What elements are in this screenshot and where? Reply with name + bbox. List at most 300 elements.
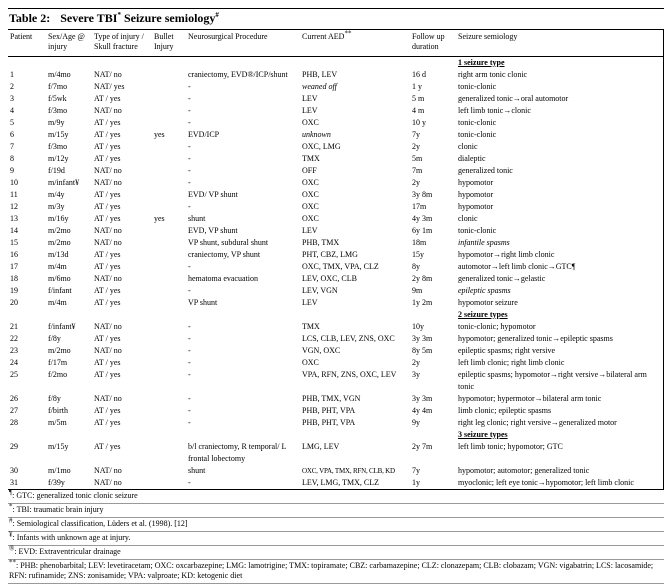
patient-number-cell: 26 — [10, 394, 18, 403]
table-row — [8, 129, 664, 141]
patient-number-cell: 15 — [10, 238, 18, 247]
follow-up-duration-cell: 3y 3m — [412, 334, 433, 343]
current-aed-cell: LEV — [302, 106, 318, 115]
sex-age-cell: m/2mo — [48, 226, 71, 235]
neurosurgical-procedure-cell: - — [188, 178, 191, 187]
neurosurgical-procedure-cell: craniectomy, VP shunt — [188, 250, 261, 259]
sex-age-cell: f/7mo — [48, 82, 68, 91]
patient-number-cell: 22 — [10, 334, 18, 343]
neurosurgical-procedure-cell: - — [188, 478, 191, 487]
seizure-semiology-cell: clonic — [458, 214, 478, 223]
seizure-semiology-cell: hypomotor; automotor; generalized tonic — [458, 466, 590, 475]
bullet-injury-cell — [152, 261, 186, 273]
section-header-row — [8, 57, 664, 70]
seizure-semiology-cell: hypomotor — [458, 202, 494, 211]
follow-up-duration-cell: 9y — [412, 418, 420, 427]
sex-age-cell: m/infant¥ — [48, 178, 80, 187]
bullet-injury-cell — [152, 153, 186, 165]
table-row — [8, 225, 664, 237]
seizure-semiology-cell: epileptic spasms — [458, 286, 511, 295]
footnote-marker: ¥ — [9, 530, 13, 539]
patient-number-cell: 16 — [10, 250, 18, 259]
bullet-injury-cell — [152, 93, 186, 105]
sex-age-cell: m/5m — [48, 418, 67, 427]
table-row — [8, 477, 664, 490]
seizure-semiology-cell: right arm tonic clonic — [458, 70, 528, 79]
sex-age-cell: m/4m — [48, 298, 67, 307]
injury-type-cell: AT / yes — [94, 202, 121, 211]
sex-age-cell: m/9y — [48, 118, 65, 127]
current-aed-cell: OFF — [302, 166, 317, 175]
footnote-marker: * — [9, 502, 13, 511]
spacer-cell — [152, 57, 186, 70]
table-row — [8, 273, 664, 285]
spacer-cell — [92, 429, 152, 441]
spacer-cell — [46, 429, 92, 441]
footnote-infants — [8, 532, 664, 546]
patient-number-cell: 11 — [10, 190, 18, 199]
sex-age-cell: f/8y — [48, 394, 61, 403]
current-aed-cell: PHB, PHT, VPA — [302, 406, 356, 415]
seizure-semiology-cell: tonic-clonic; hypomotor — [458, 322, 536, 331]
bullet-injury-cell — [152, 333, 186, 345]
seizure-semiology-cell: automotor→left limb clonic→GTC¶ — [458, 262, 576, 271]
bullet-injury-cell — [152, 141, 186, 153]
injury-type-cell: AT / yes — [94, 130, 121, 139]
footnote-evd — [8, 546, 664, 560]
seizure-semiology-cell: right leg clonic; right versive→generalized motor — [458, 418, 617, 427]
table-row — [8, 285, 664, 297]
sex-age-cell: m/2mo — [48, 238, 71, 247]
seizure-semiology-cell: hypomotor→right limb clonic — [458, 250, 555, 259]
col-header-bullet-injury: Bullet Injury — [152, 30, 186, 57]
neurosurgical-procedure-cell: - — [188, 394, 191, 403]
spacer-cell — [186, 429, 300, 441]
table-number: Table 2: — [9, 11, 51, 25]
current-aed-cell: LEV, LMG, TMX, CLZ — [302, 478, 380, 487]
patient-number-cell: 1 — [10, 70, 14, 79]
bullet-injury-cell — [152, 177, 186, 189]
sex-age-cell: m/4mo — [48, 70, 71, 79]
table-row — [8, 345, 664, 357]
injury-type-cell: AT / yes — [94, 442, 121, 451]
spacer-cell — [186, 309, 300, 321]
sex-age-cell: f/birth — [48, 406, 68, 415]
current-aed-cell: PHT, CBZ, LMG — [302, 250, 358, 259]
current-aed-cell: VPA, RFN, ZNS, OXC, LEV — [302, 370, 397, 379]
table-row — [8, 81, 664, 93]
patient-number-cell: 13 — [10, 214, 18, 223]
table-row — [8, 357, 664, 369]
neurosurgical-procedure-cell: - — [188, 142, 191, 151]
follow-up-duration-cell: 4 m — [412, 106, 425, 115]
follow-up-duration-cell: 7y — [412, 466, 420, 475]
section-header-row — [8, 429, 664, 441]
patient-number-cell: 28 — [10, 418, 18, 427]
seizure-semiology-cell: generalized tonic→oral automotor — [458, 94, 569, 103]
footnote-marker: ® — [9, 544, 15, 553]
follow-up-duration-cell: 5 m — [412, 94, 425, 103]
injury-type-cell: NAT/ no — [94, 70, 122, 79]
patient-number-cell: 23 — [10, 346, 18, 355]
bullet-injury-cell — [152, 117, 186, 129]
neurosurgical-procedure-cell: shunt — [188, 214, 206, 223]
table-row — [8, 405, 664, 417]
table-row — [8, 237, 664, 249]
seizure-semiology-cell: clonic — [458, 142, 478, 151]
sex-age-cell: m/3y — [48, 202, 65, 211]
table-row — [8, 93, 664, 105]
col-header-current-aed — [300, 30, 410, 57]
sex-age-cell: m/1mo — [48, 466, 71, 475]
current-aed-cell: LEV — [302, 226, 318, 235]
sex-age-cell: m/12y — [48, 154, 69, 163]
bullet-injury-cell — [152, 249, 186, 261]
spacer-cell — [152, 429, 186, 441]
table-row — [8, 177, 664, 189]
patient-number-cell: 7 — [10, 142, 14, 151]
table-row — [8, 117, 664, 129]
seizure-semiology-cell: hypomotor; hypermotor→bilateral arm tonic — [458, 394, 602, 403]
seizure-semiology-cell: generalized tonic→gelastic — [458, 274, 546, 283]
injury-type-cell: NAT/ no — [94, 394, 122, 403]
patient-number-cell: 31 — [10, 478, 18, 487]
bullet-injury-cell — [152, 297, 186, 309]
table-row — [8, 141, 664, 153]
injury-type-cell: AT / yes — [94, 214, 121, 223]
bullet-injury-cell — [152, 345, 186, 357]
follow-up-duration-cell: 18m — [412, 238, 427, 247]
seizure-semiology-cell: generalized tonic — [458, 166, 513, 175]
seizure-semiology-cell: myoclonic; left eye tonic→hypomotor; left limb clonic — [458, 478, 634, 487]
spacer-cell — [152, 309, 186, 321]
spacer-cell — [46, 309, 92, 321]
bullet-injury-cell — [152, 69, 186, 81]
follow-up-duration-cell: 2y 8m — [412, 274, 433, 283]
current-aed-cell: TMX — [302, 322, 320, 331]
follow-up-duration-cell: 17m — [412, 202, 427, 211]
follow-up-duration-cell: 3y 8m — [412, 190, 433, 199]
table-body — [8, 57, 664, 490]
bullet-injury-cell: yes — [154, 130, 165, 139]
neurosurgical-procedure-cell: VP shunt — [188, 298, 218, 307]
bullet-injury-cell — [152, 369, 186, 393]
title-footnote-marker-semiology: # — [215, 11, 219, 19]
bullet-injury-cell — [152, 237, 186, 249]
current-aed-cell: OXC — [302, 202, 319, 211]
injury-type-cell: AT / yes — [94, 358, 121, 367]
patient-number-cell: 29 — [10, 442, 18, 451]
injury-type-cell: AT / yes — [94, 154, 121, 163]
table-row — [8, 105, 664, 117]
footnote-aed-abbreviations — [8, 560, 664, 584]
table-row — [8, 261, 664, 273]
bullet-injury-cell — [152, 357, 186, 369]
follow-up-duration-cell: 7y — [412, 130, 420, 139]
neurosurgical-procedure-cell: - — [188, 358, 191, 367]
follow-up-duration-cell: 2y — [412, 142, 420, 151]
seizure-semiology-cell: hypomotor — [458, 178, 494, 187]
patient-number-cell: 10 — [10, 178, 18, 187]
follow-up-duration-cell: 10y — [412, 322, 424, 331]
bullet-injury-cell — [152, 189, 186, 201]
spacer-cell — [300, 429, 410, 441]
injury-type-cell: NAT/ no — [94, 466, 122, 475]
footnote-text: : TBI: traumatic brain injury — [12, 505, 104, 514]
follow-up-duration-cell: 5m — [412, 154, 423, 163]
section-header-row — [8, 309, 664, 321]
table-row — [8, 189, 664, 201]
sex-age-cell: f/17m — [48, 358, 68, 367]
patient-number-cell: 19 — [10, 286, 18, 295]
neurosurgical-procedure-cell: b/l craniectomy, R temporal/ L frontal lobectomy — [188, 442, 287, 463]
bullet-injury-cell — [152, 321, 186, 333]
current-aed-label: Current AED — [302, 32, 345, 41]
neurosurgical-procedure-cell: craniectomy, EVD®/ICP/shunt — [188, 70, 288, 79]
injury-type-cell: NAT/ no — [94, 238, 122, 247]
follow-up-duration-cell: 7m — [412, 166, 423, 175]
sex-age-cell: f/3mo — [48, 142, 68, 151]
seizure-semiology-table — [8, 30, 664, 490]
injury-type-cell: NAT/ no — [94, 346, 122, 355]
table-row — [8, 69, 664, 81]
seizure-semiology-cell: tonic-clonic — [458, 82, 497, 91]
footnote-marker: ** — [9, 558, 16, 567]
neurosurgical-procedure-cell: - — [188, 286, 191, 295]
col-header-patient: Patient — [8, 30, 46, 57]
table-row — [8, 465, 664, 477]
injury-type-cell: AT / yes — [94, 370, 121, 379]
current-aed-cell: OXC — [302, 358, 319, 367]
patient-number-cell: 25 — [10, 370, 18, 379]
table-row — [8, 201, 664, 213]
injury-type-cell: AT / yes — [94, 286, 121, 295]
follow-up-duration-cell: 2y — [412, 358, 420, 367]
patient-number-cell: 8 — [10, 154, 14, 163]
patient-number-cell: 27 — [10, 406, 18, 415]
follow-up-duration-cell: 3y — [412, 370, 420, 379]
neurosurgical-procedure-cell: VP shunt, subdural shunt — [188, 238, 269, 247]
sex-age-cell: f/19d — [48, 166, 65, 175]
current-aed-cell: PHB, LEV — [302, 70, 338, 79]
seizure-semiology-cell: epileptic spasms; right versive — [458, 346, 556, 355]
neurosurgical-procedure-cell: - — [188, 118, 191, 127]
table-title — [8, 8, 664, 30]
neurosurgical-procedure-cell: - — [188, 406, 191, 415]
bullet-injury-cell — [152, 273, 186, 285]
neurosurgical-procedure-cell: - — [188, 166, 191, 175]
patient-number-cell: 12 — [10, 202, 18, 211]
table-row — [8, 333, 664, 345]
bullet-injury-cell — [152, 393, 186, 405]
bullet-injury-cell: yes — [154, 214, 165, 223]
table-row — [8, 297, 664, 309]
table-row — [8, 213, 664, 225]
sex-age-cell: m/6mo — [48, 274, 71, 283]
seizure-semiology-cell: hypomotor; generalized tonic→epileptic spasms — [458, 334, 613, 343]
col-header-sex-age: Sex/Age @ injury — [46, 30, 92, 57]
patient-number-cell: 9 — [10, 166, 14, 175]
injury-type-cell: NAT/ no — [94, 226, 122, 235]
sex-age-cell: m/15y — [48, 130, 69, 139]
neurosurgical-procedure-cell: shunt — [188, 466, 206, 475]
bullet-injury-cell — [152, 417, 186, 429]
injury-type-cell: NAT/ no — [94, 322, 122, 331]
follow-up-duration-cell: 1y — [412, 478, 420, 487]
injury-type-cell: AT / yes — [94, 262, 121, 271]
current-aed-cell: PHB, TMX — [302, 238, 340, 247]
neurosurgical-procedure-cell: EVD, VP shunt — [188, 226, 238, 235]
col-header-procedure: Neurosurgical Procedure — [186, 30, 300, 57]
injury-type-cell: AT / yes — [94, 418, 121, 427]
patient-number-cell: 20 — [10, 298, 18, 307]
spacer-cell — [300, 309, 410, 321]
sex-age-cell: m/4y — [48, 190, 65, 199]
current-aed-cell: OXC — [302, 214, 319, 223]
sex-age-cell: f/5wk — [48, 94, 67, 103]
injury-type-cell: AT / yes — [94, 142, 121, 151]
current-aed-cell: OXC — [302, 178, 319, 187]
injury-type-cell: AT / yes — [94, 250, 121, 259]
neurosurgical-procedure-cell: - — [188, 262, 191, 271]
seizure-type-section-label: 3 seizure types — [458, 430, 508, 439]
patient-number-cell: 4 — [10, 106, 14, 115]
current-aed-cell: OXC, LMG — [302, 142, 341, 151]
current-aed-cell: OXC, TMX, VPA, CLZ — [302, 262, 379, 271]
injury-type-cell: AT / yes — [94, 334, 121, 343]
table-row — [8, 321, 664, 333]
neurosurgical-procedure-cell: - — [188, 322, 191, 331]
current-aed-cell: weaned off — [302, 82, 337, 91]
patient-number-cell: 14 — [10, 226, 18, 235]
table-header-row — [8, 30, 664, 57]
injury-type-cell: AT / yes — [94, 118, 121, 127]
sex-age-cell: f/2mo — [48, 370, 68, 379]
seizure-semiology-cell: tonic-clonic — [458, 118, 497, 127]
bullet-injury-cell — [152, 405, 186, 417]
seizure-semiology-cell: epileptic spasms; hypomotor→right versive→bilateral arm tonic — [458, 370, 647, 391]
follow-up-duration-cell: 15y — [412, 250, 424, 259]
spacer-cell — [46, 57, 92, 70]
patient-number-cell: 3 — [10, 94, 14, 103]
sex-age-cell: f/3mo — [48, 106, 68, 115]
follow-up-duration-cell: 2y — [412, 178, 420, 187]
follow-up-duration-cell: 8y — [412, 262, 420, 271]
follow-up-duration-cell: 3y 3m — [412, 394, 433, 403]
follow-up-duration-cell: 4y 3m — [412, 214, 433, 223]
injury-type-cell: NAT/ no — [94, 478, 122, 487]
bullet-injury-cell — [152, 201, 186, 213]
patient-number-cell: 18 — [10, 274, 18, 283]
spacer-cell — [8, 429, 46, 441]
current-aed-cell: LEV — [302, 298, 318, 307]
sex-age-cell: f/39y — [48, 478, 65, 487]
spacer-cell — [92, 57, 152, 70]
patient-number-cell: 21 — [10, 322, 18, 331]
current-aed-cell: OXC — [302, 118, 319, 127]
sex-age-cell: m/16y — [48, 214, 69, 223]
follow-up-duration-cell: 10 y — [412, 118, 426, 127]
col-header-injury-type: Type of injury / Skull fracture — [92, 30, 152, 57]
footnote-classification — [8, 518, 664, 532]
spacer-cell — [92, 309, 152, 321]
neurosurgical-procedure-cell: - — [188, 94, 191, 103]
footnote-text: : Infants with unknown age at injury. — [12, 533, 131, 542]
current-aed-cell: TMX — [302, 154, 320, 163]
follow-up-duration-cell: 1 y — [412, 82, 422, 91]
follow-up-duration-cell: 8y 5m — [412, 346, 433, 355]
sex-age-cell: m/4m — [48, 262, 67, 271]
sex-age-cell: m/2mo — [48, 346, 71, 355]
seizure-semiology-cell: tonic-clonic — [458, 226, 497, 235]
spacer-cell — [300, 57, 410, 70]
seizure-semiology-cell: infantile spasms — [458, 238, 510, 247]
neurosurgical-procedure-cell: EVD/ICP — [188, 130, 220, 139]
neurosurgical-procedure-cell: hematoma evacuation — [188, 274, 258, 283]
injury-type-cell: NAT/ no — [94, 166, 122, 175]
bullet-injury-cell — [152, 285, 186, 297]
table-title-main: Severe TBI — [60, 11, 118, 25]
neurosurgical-procedure-cell: - — [188, 334, 191, 343]
patient-number-cell: 2 — [10, 82, 14, 91]
table-row — [8, 417, 664, 429]
spacer-cell — [186, 57, 300, 70]
current-aed-cell: LEV, OXC, CLB — [302, 274, 357, 283]
seizure-semiology-cell: dialeptic — [458, 154, 486, 163]
sex-age-cell: f/8y — [48, 334, 61, 343]
neurosurgical-procedure-cell: - — [188, 346, 191, 355]
seizure-type-section-label: 2 seizure types — [458, 310, 508, 319]
neurosurgical-procedure-cell: - — [188, 418, 191, 427]
patient-number-cell: 30 — [10, 466, 18, 475]
bullet-injury-cell — [152, 465, 186, 477]
current-aed-cell: PHB, TMX, VGN — [302, 394, 361, 403]
injury-type-cell: NAT/ no — [94, 106, 122, 115]
injury-type-cell: AT / yes — [94, 190, 121, 199]
patient-number-cell: 24 — [10, 358, 18, 367]
sex-age-cell: m/15y — [48, 442, 69, 451]
bullet-injury-cell — [152, 225, 186, 237]
current-aed-cell: unknown — [302, 130, 331, 139]
current-aed-cell: LCS, CLB, LEV, ZNS, OXC — [302, 334, 395, 343]
follow-up-duration-cell: 6y 1m — [412, 226, 433, 235]
spacer-cell — [8, 57, 46, 70]
bullet-injury-cell — [152, 441, 186, 465]
neurosurgical-procedure-cell: EVD/ VP shunt — [188, 190, 238, 199]
injury-type-cell: NAT/ no — [94, 274, 122, 283]
neurosurgical-procedure-cell: - — [188, 370, 191, 379]
seizure-semiology-cell: tonic-clonic — [458, 130, 497, 139]
injury-type-cell: AT / yes — [94, 406, 121, 415]
footnote-text: : EVD: Extraventricular drainage — [14, 547, 121, 556]
seizure-semiology-cell: hypomotor seizure — [458, 298, 518, 307]
footnotes — [8, 490, 664, 584]
follow-up-duration-cell: 16 d — [412, 70, 426, 79]
injury-type-cell: AT / yes — [94, 298, 121, 307]
current-aed-cell: LMG, LEV — [302, 442, 340, 451]
table-row — [8, 369, 664, 393]
current-aed-cell: LEV — [302, 94, 318, 103]
table-row — [8, 441, 664, 465]
follow-up-duration-cell: 9m — [412, 286, 423, 295]
patient-number-cell: 5 — [10, 118, 14, 127]
footnote-tbi — [8, 504, 664, 518]
injury-type-cell: NAT/ no — [94, 178, 122, 187]
follow-up-duration-cell: 4y 4m — [412, 406, 433, 415]
current-aed-cell: LEV, VGN — [302, 286, 338, 295]
seizure-semiology-cell: left limb clonic; right limb clonic — [458, 358, 565, 367]
seizure-semiology-cell: left limb tonic; hypomotor; GTC — [458, 442, 563, 451]
